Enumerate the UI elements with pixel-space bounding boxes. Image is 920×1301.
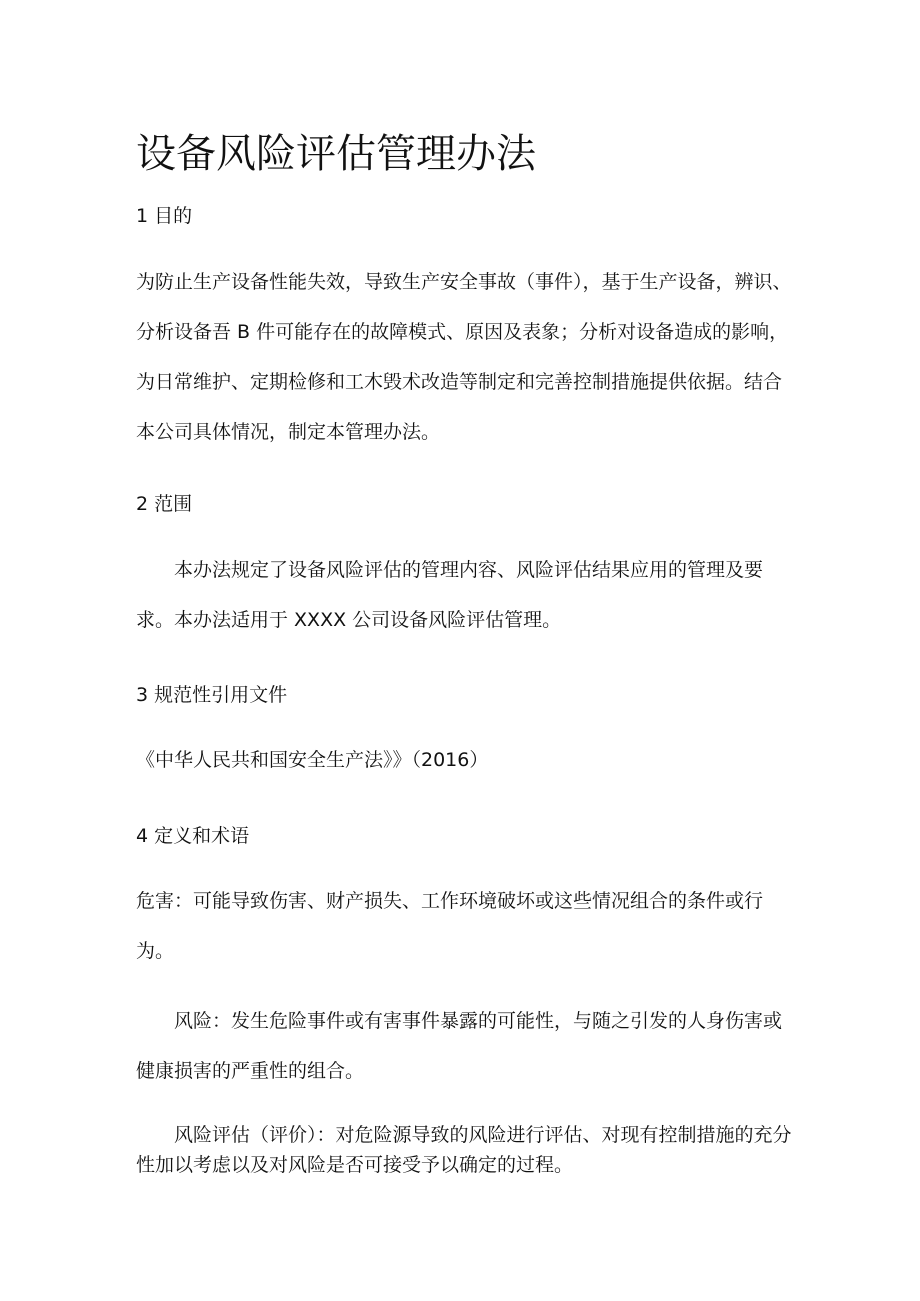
references-paragraph: 《中华人民共和国安全生产法》》（2016） [136, 749, 489, 771]
section-heading-scope: 2 范围 [136, 493, 193, 515]
definition-hazard: 危害：可能导致伤害、财产损失、工作环境破坏或这些情况组合的条件或行为。 [136, 890, 764, 962]
section-heading-references: 3 规范性引用文件 [136, 684, 288, 706]
purpose-paragraph: 为防止生产设备性能失效，导致生产安全事故（事件），基于生产设备，辨识、分析设备吾 B 件可能存在的故障模式、原因及表象；分析对设备造成的影响，为日常维护、定期检修和工木毁术改造等制定和完善控制措施提供依据。结合本公司具体情况，制定本管理办法。 [136, 271, 792, 443]
document-title: 设备风险评估管理办法 [136, 131, 536, 177]
scope-paragraph: 本办法规定了设备风险评估的管理内容、风险评估结果应用的管理及要求。本办法适用于 XXXX 公司设备风险评估管理。 [136, 559, 764, 631]
definition-risk: 风险：发生危险事件或有害事件暴露的可能性，与随之引发的人身伤害或健康损害的严重性的组合。 [136, 1010, 783, 1082]
section-heading-definitions: 4 定义和术语 [136, 825, 250, 847]
definition-risk-assessment: 风险评估（评价）：对危险源导致的风险进行评估、对现有控制措施的充分性加以考虑以及对风险是否可接受予以确定的过程。 [136, 1124, 792, 1176]
section-heading-purpose: 1 目的 [136, 205, 193, 227]
